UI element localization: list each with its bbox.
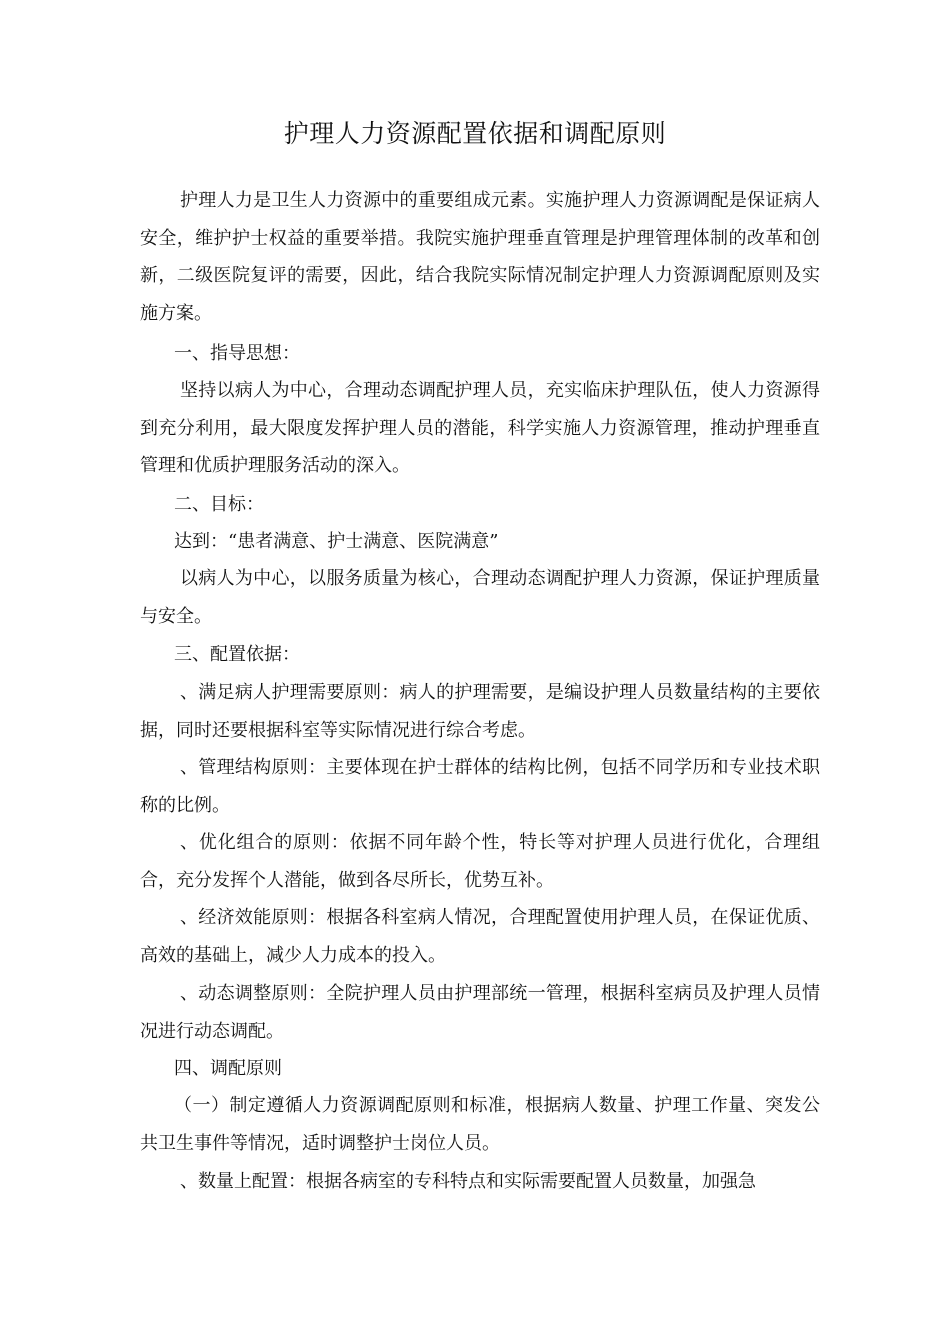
basis-item-optimization: 、优化组合的原则：依据不同年龄个性，特长等对护理人员进行优化，合理组合，充分发挥个人潜能，做到各尽所长，优势互补。 xyxy=(140,832,820,891)
section-heading-principles: 四、调配原则 xyxy=(174,1058,282,1079)
goals-paragraph: 以病人为中心，以服务质量为核心，合理动态调配护理人力资源，保证护理质量与安全。 xyxy=(140,568,820,627)
section-heading-basis: 三、配置依据： xyxy=(174,644,300,665)
basis-item-economy: 、经济效能原则：根据各科室病人情况，合理配置使用护理人员，在保证优质、高效的基础上，减少人力成本的投入。 xyxy=(140,907,820,966)
basis-item-needs: 、满足病人护理需要原则：病人的护理需要，是编设护理人员数量结构的主要依据，同时还要根据科室等实际情况进行综合考虑。 xyxy=(140,682,820,741)
principles-item-one: （一）制定遵循人力资源调配原则和标准，根据病人数量、护理工作量、突发公共卫生事件等情况，适时调整护士岗位人员。 xyxy=(140,1095,820,1154)
guiding-ideology-paragraph: 坚持以病人为中心，合理动态调配护理人员，充实临床护理队伍，使人力资源得到充分利用，最大限度发挥护理人员的潜能，科学实施人力资源管理，推动护理垂直管理和优质护理服务活动的深入。 xyxy=(140,380,820,476)
document-title: 护理人力资源配置依据和调配原则 xyxy=(283,119,667,148)
goals-line: 达到：“患者满意、护士满意、医院满意” xyxy=(174,531,499,552)
principles-item-quantity: 、数量上配置：根据各病室的专科特点和实际需要配置人员数量，加强急 xyxy=(180,1171,756,1192)
section-heading-goals: 二、目标： xyxy=(174,494,264,515)
basis-item-structure: 、管理结构原则：主要体现在护士群体的结构比例，包括不同学历和专业技术职称的比例。 xyxy=(140,757,820,816)
section-heading-guiding-ideology: 一、指导思想： xyxy=(174,343,300,364)
basis-item-dynamic: 、动态调整原则：全院护理人员由护理部统一管理，根据科室病员及护理人员情况进行动态调配。 xyxy=(140,983,820,1042)
intro-paragraph: 护理人力是卫生人力资源中的重要组成元素。实施护理人力资源调配是保证病人安全，维护护士权益的重要举措。我院实施护理垂直管理是护理管理体制的改革和创新，二级医院复评的需要，因此，结合我院实际情况制定护理人力资源调配原则及实施方案。 xyxy=(140,190,820,324)
